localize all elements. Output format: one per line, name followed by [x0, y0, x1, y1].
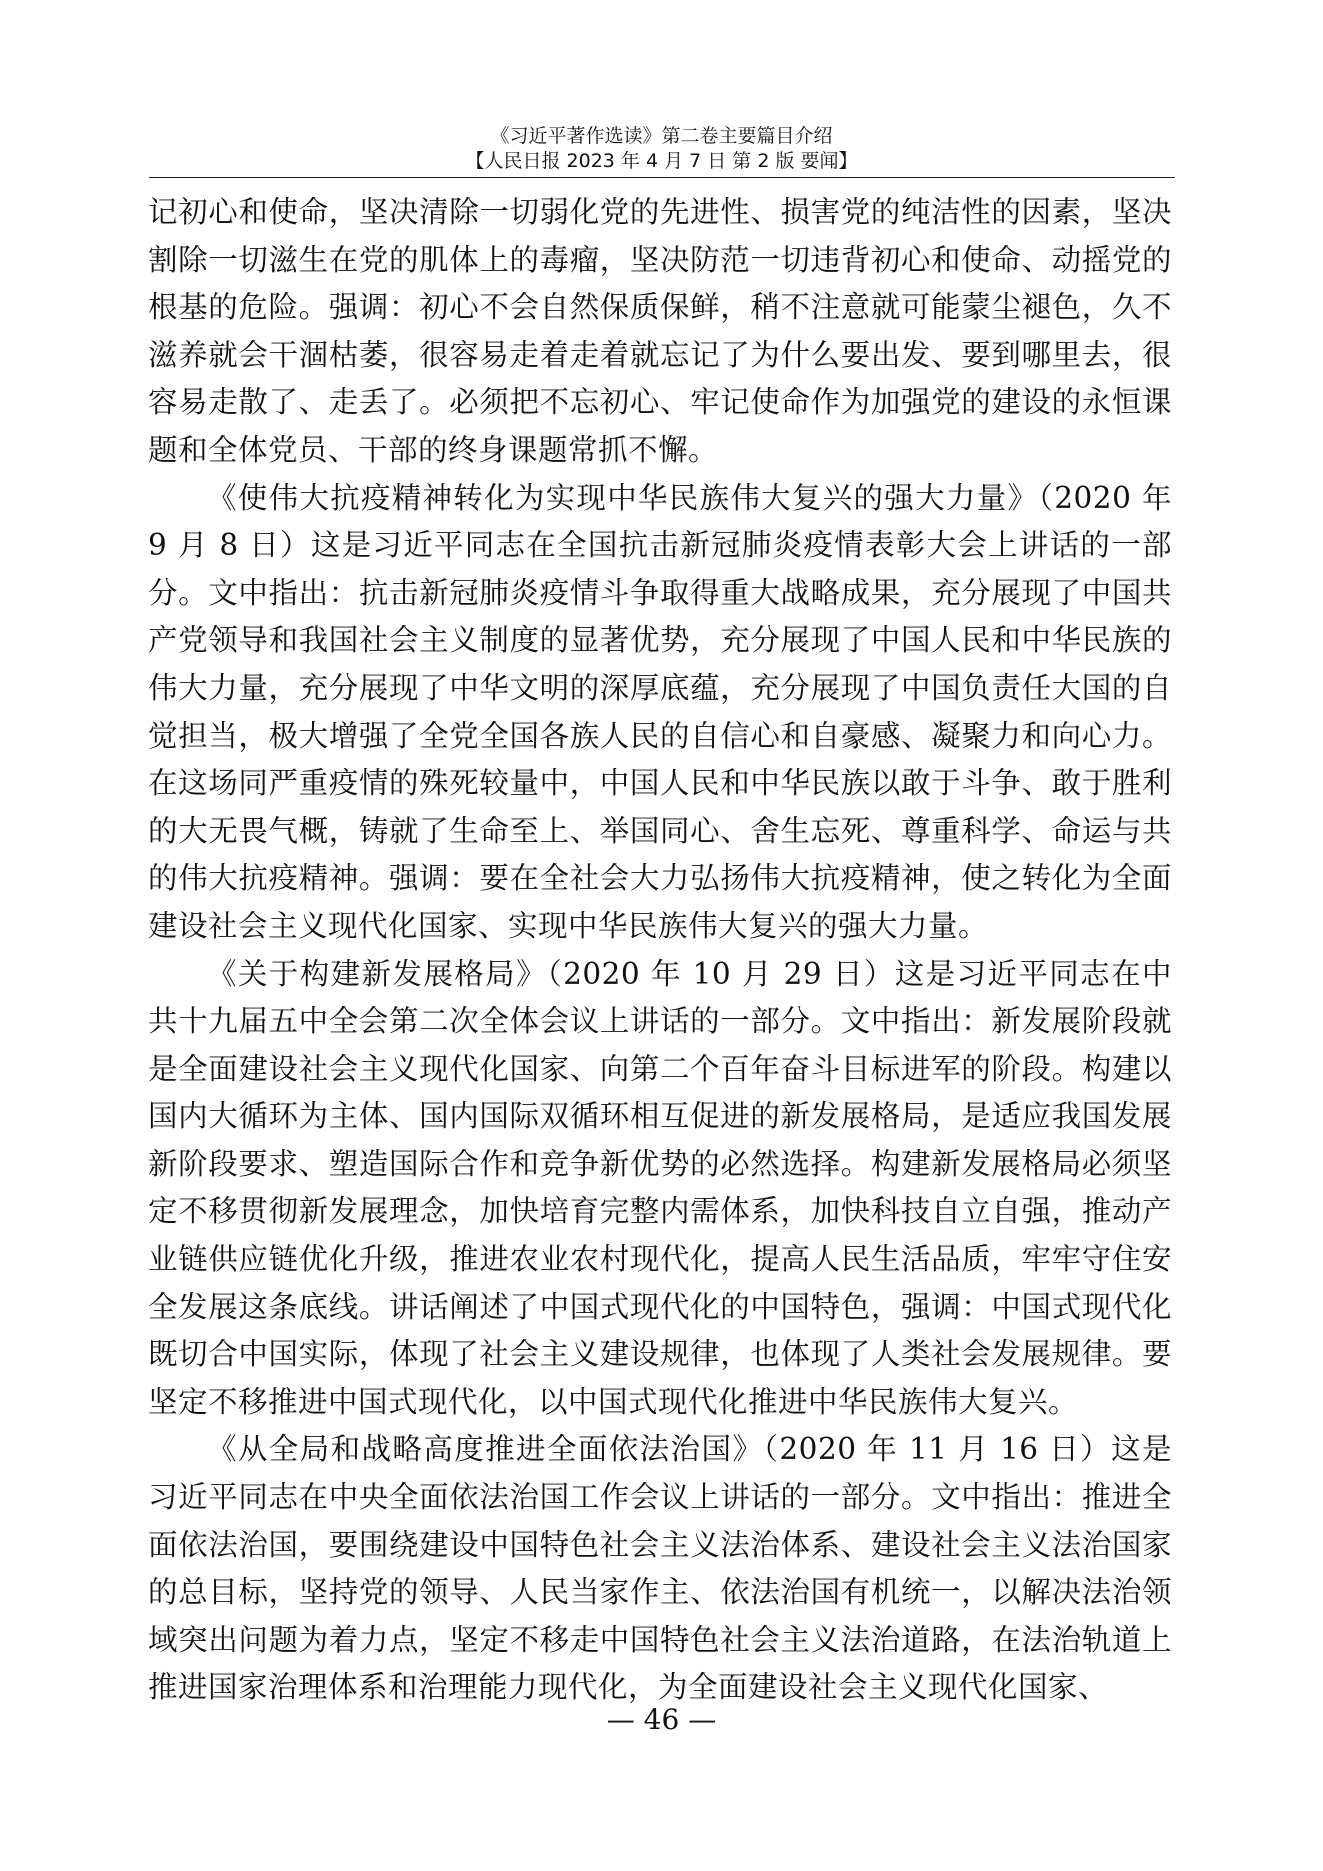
paragraph-rule-of-law: 《从全局和战略高度推进全面依法治国》（2020 年 11 月 16 日）这是习近平同志在中央全面依法治国工作会议上讲话的一部分。文中指出：推进全面依法治国，要围绕建设中国特色社会主义法治体系、建设社会主义法治国家的总目标，坚持党的领导、人民当家作主、依法治国有机统一，以解决法治领域突出问题为着力点，坚定不移走中国特色社会主义法治道路，在法治轨道上推进国家治理体系和治理能力现代化，为全面建设社会主义现代化国家、 — [148, 1432, 1172, 1705]
paragraph-anti-epidemic-spirit: 《使伟大抗疫精神转化为实现中华民族伟大复兴的强大力量》（2020 年 9 月 8 日）这是习近平同志在全国抗击新冠肺炎疫情表彰大会上讲话的一部分。文中指出：抗击新冠肺炎疫情斗争取得重大战略成果，充分展现了中国共产党领导和我国社会主义制度的显著优势，充分展现了中国人民和中华民族的伟大力量，充分展现了中华文明的深厚底蕴，充分展现了中国负责任大国的自觉担当，极大增强了全党全国各族人民的自信心和自豪感、凝聚力和向心力。在这场同严重疫情的殊死较量中，中国人民和中华民族以敢于斗争、敢于胜利的大无畏气概，铸就了生命至上、举国同心、舍生忘死、尊重科学、命运与共的伟大抗疫精神。强调：要在全社会大力弘扬伟大抗疫精神，使之转化为全面建设社会主义现代化国家、实现中华民族伟大复兴的强大力量。 — [148, 480, 1172, 943]
article-body — [148, 189, 1172, 1712]
page-header — [0, 124, 1323, 178]
paragraph-continuation: 记初心和使命，坚决清除一切弱化党的先进性、损害党的纯洁性的因素，坚决割除一切滋生在党的肌体上的毒瘤，坚决防范一切违背初心和使命、动摇党的根基的危险。强调：初心不会自然保质保鲜，稍不注意就可能蒙尘褪色，久不滋养就会干涸枯萎，很容易走着走着就忘记了为什么要出发、要到哪里去，很容易走散了、走丢了。必须把不忘初心、牢记使命作为加强党的建设的永恒课题和全体党员、干部的终身课题常抓不懈。 — [148, 195, 1172, 467]
header-divider — [149, 177, 1175, 178]
header-title: 《习近平著作选读》第二卷主要篇目介绍 — [490, 125, 833, 147]
header-source: 【人民日报 2023 年 4 月 7 日 第 2 版 要闻】 — [465, 150, 858, 172]
paragraph-new-development-pattern: 《关于构建新发展格局》（2020 年 10 月 29 日）这是习近平同志在中共十九届五中全会第二次全体会议上讲话的一部分。文中指出：新发展阶段就是全面建设社会主义现代化国家、向第二个百年奋斗目标进军的阶段。构建以国内大循环为主体、国内国际双循环相互促进的新发展格局，是适应我国发展新阶段要求、塑造国际合作和竞争新优势的必然选择。构建新发展格局必须坚定不移贯彻新发展理念，加快培育完整内需体系，加快科技自立自强，推动产业链供应链优化升级，推进农业农村现代化，提高人民生活品质，牢牢守住安全发展这条底线。讲话阐述了中国式现代化的中国特色，强调：中国式现代化既切合中国实际，体现了社会主义建设规律，也体现了人类社会发展规律。要坚定不移推进中国式现代化，以中国式现代化推进中华民族伟大复兴。 — [148, 956, 1172, 1419]
page-number: — 46 — — [606, 1703, 717, 1736]
